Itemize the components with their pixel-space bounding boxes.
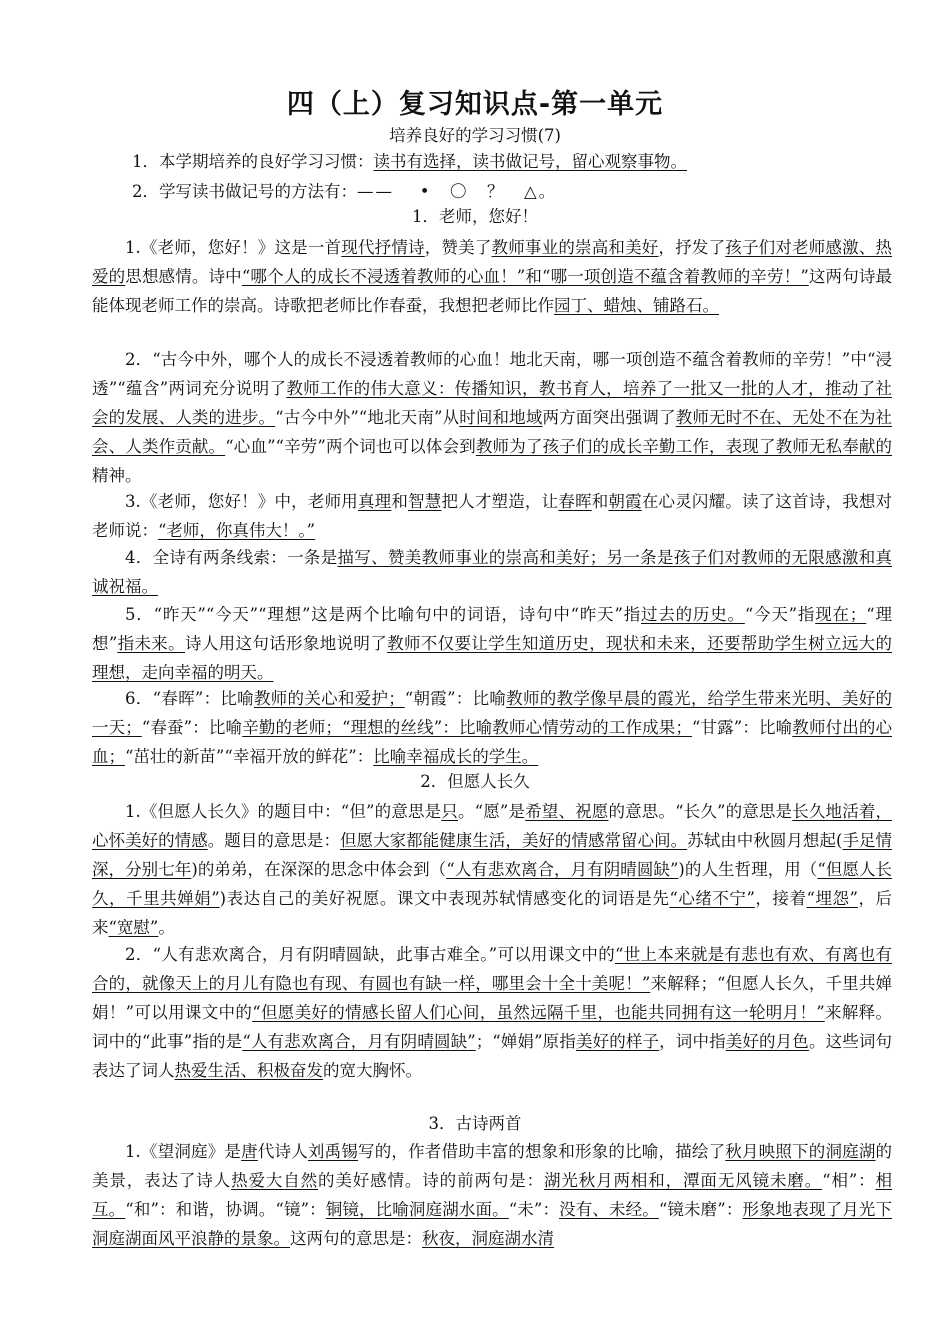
text-run: 和 — [391, 492, 409, 511]
lesson1-para-4 — [92, 543, 892, 601]
text-run: “甘露”：比喻 — [691, 718, 793, 737]
lesson1-para-2 — [92, 345, 892, 490]
underlined-answer: 形象地表现了月光下洞庭湖面风平浪静的景象。 — [92, 1200, 893, 1248]
underlined-answer: 朝霞 — [608, 492, 642, 511]
underlined-answer: 读书有选择，读书做记号，留心观察事物。 — [373, 152, 687, 171]
text-run: 把人才塑造，让 — [441, 492, 559, 511]
underlined-answer: 刘禹锡 — [307, 1142, 358, 1161]
underlined-answer: 园丁、蜡烛、铺路石。 — [554, 296, 719, 315]
underlined-answer: 只 — [441, 802, 458, 821]
text-run: 2．学写读书做记号的方法有： — [132, 182, 357, 201]
text-run: “春蚕”：比喻 — [141, 718, 243, 737]
text-run: “和”：和谐，协调。“镜”： — [125, 1200, 326, 1219]
underlined-answer: 现在； — [815, 605, 867, 624]
text-run: 1.《老师，您好！》这是一首 — [125, 238, 342, 257]
text-run: “今天”指 — [744, 605, 816, 624]
underlined-answer: 描写、赞美教师事业的崇高和美好；另一条是孩子们对教师的无限感激和真诚祝福。 — [92, 548, 893, 596]
underlined-answer: “但愿人长久，千里共婵娟” — [92, 860, 893, 908]
text-run: 4．全诗有两条线索：一条是 — [125, 548, 338, 567]
text-run: 1.《望洞庭》是 — [125, 1142, 242, 1161]
underlined-answer: 希望、祝愿 — [525, 802, 609, 821]
underlined-answer: 没有、未经。 — [559, 1200, 659, 1219]
underlined-answer: “世上本来就是有悲也有欢、有离也有合的，就像天上的月儿有隐也有现、有圆也有缺一样，哪里会十全十美呢！” — [92, 945, 892, 993]
text-run: ，词中指 — [659, 1032, 726, 1051]
lesson1-heading: 1．老师，您好！ — [412, 207, 538, 226]
text-run: 来解释。词中的“此事”指的是 — [92, 1003, 893, 1051]
underlined-answer: “哪个人的成长不浸透着教师的心血！”和“哪一项创造不蕴含着教师的辛劳！” — [241, 267, 809, 286]
underlined-answer: 美好的样子 — [575, 1032, 660, 1051]
underlined-answer: “但愿美好的情感长留人们心间，虽然远隔千里，也能共同拥有这一轮明月！” — [252, 1003, 825, 1022]
underlined-answer: 教师的教学像早晨的霞光，给学生带来光明、美好的一天； — [92, 689, 893, 737]
text-run: 的宽大胸怀。 — [323, 1061, 422, 1080]
underlined-answer: 长久地活着，心怀美好的情感 — [92, 802, 893, 850]
underlined-answer: 铜镜，比喻洞庭湖水面。 — [325, 1200, 509, 1219]
underlined-answer: 湖光秋月两相和，潭面无风镜未磨。 — [543, 1171, 823, 1190]
text-run: 。 — [538, 182, 556, 201]
text-run: 这两句诗最能体现老师工作的崇高。诗歌把老师比作春蚕，我想把老师比作 — [92, 267, 893, 315]
underlined-answer: 教师为了孩子们的成长辛勤工作，表现了教师无私奉献的 — [475, 437, 893, 456]
reading-marks: —— • 〇 ？ △ — [357, 182, 539, 201]
lesson2-para-1 — [92, 797, 892, 942]
text-run: 的美景，表达了诗人 — [92, 1142, 893, 1190]
text-run: ，赞美了 — [424, 238, 492, 257]
text-run: 。题目的意思是： — [207, 831, 340, 850]
text-run: 两方面突出强调了 — [542, 408, 676, 427]
habit-heading: 培养良好的学习习惯(7) — [389, 126, 561, 145]
lesson1-para-1 — [92, 233, 892, 320]
page-title: 四（上）复习知识点-第一单元 — [286, 89, 664, 120]
underlined-answer: 教师工作的伟大意义：传播知识，教书育人，培养了一批又一批的人才，推动了社会的发展、人类的进步。 — [92, 379, 892, 427]
lesson1-para-5 — [92, 600, 892, 687]
text-run: 6．“春晖”：比喻 — [125, 689, 254, 708]
text-run: ；“婵娟”原指 — [475, 1032, 576, 1051]
underlined-answer: 智慧 — [408, 492, 442, 511]
text-run: 和 — [591, 492, 609, 511]
underlined-answer: 教师无时不在、无处不在为社会、人类作贡献。 — [92, 408, 893, 456]
lesson3-heading: 3．古诗两首 — [428, 1114, 522, 1133]
text-run: “理想” — [92, 605, 893, 653]
text-run: ，抒发了 — [658, 238, 726, 257]
text-run: 代诗人 — [257, 1142, 308, 1161]
underlined-answer: 春晖 — [558, 492, 592, 511]
text-run: “朝霞”：比喻 — [404, 689, 507, 708]
text-run: 。“愿”是 — [457, 802, 526, 821]
underlined-answer: 孩子们对老师感激、热爱的 — [92, 238, 893, 286]
underlined-answer: “理想的丝线”：比喻教师心情劳动的工作成果； — [341, 718, 692, 737]
text-run: 诗人用这句话形象地说明了 — [185, 634, 388, 653]
text-run: 3.《老师，您好！》中，老师用 — [125, 492, 358, 511]
text-run: “镜未磨”： — [658, 1200, 743, 1219]
text-run: )的人生哲理，用（ — [678, 860, 818, 879]
habit-item-2 — [92, 177, 892, 206]
underlined-answer: 热爱大自然 — [231, 1171, 318, 1190]
text-run: 。 — [158, 918, 175, 937]
text-run: ，接着 — [754, 889, 807, 908]
text-run: 在心灵闪耀。读了这首诗，我想对老师说： — [92, 492, 893, 540]
text-run: 1．本学期培养的良好学习习惯： — [132, 152, 374, 171]
lesson2-para-2 — [92, 940, 892, 1085]
text-run: 来解释；“但愿人长久，千里共婵娟！”可以用课文中的 — [92, 974, 893, 1022]
underlined-answer: “人有悲欢离合，月有阴晴圆缺” — [242, 1032, 476, 1051]
underlined-answer: 相互。 — [92, 1171, 893, 1219]
underlined-answer: 秋月映照下的洞庭湖 — [725, 1142, 876, 1161]
underlined-answer: 教师付出的心血； — [92, 718, 893, 766]
text-run: 。这些词句表达了词人 — [92, 1032, 893, 1080]
text-run: 苏轼由中秋圆月想起( — [687, 831, 843, 850]
text-run: 写的，作者借助丰富的想象和形象的比喻，描绘了 — [358, 1142, 726, 1161]
lesson1-para-3 — [92, 487, 892, 545]
text-run: 5．“昨天”“今天”“理想”这是两个比喻句中的词语，诗句中“昨天”指 — [125, 605, 642, 624]
text-run: 这两句的意思是： — [290, 1229, 422, 1248]
lesson1-para-6 — [92, 684, 892, 771]
underlined-answer: 教师不仅要让学生知道历史，现状和未来，还要帮助学生树立远大的理想，走向幸福的明天。 — [92, 634, 893, 682]
underlined-answer: 比喻幸福成长的学生。 — [373, 747, 539, 766]
lesson2-heading: 2．但愿人长久 — [420, 772, 530, 791]
text-run: “茁壮的新苗”“幸福开放的鲜花”： — [125, 747, 374, 766]
underlined-answer: “老师，你真伟大！。” — [158, 521, 316, 540]
underlined-answer: 辛勤的老师； — [242, 718, 342, 737]
text-run: 的美好感情。诗的前两句是： — [318, 1171, 544, 1190]
underlined-answer: 指未来。 — [117, 634, 185, 653]
text-run: )表达自己的美好祝愿。课文中表现苏轼情感变化的词语是先 — [219, 889, 670, 908]
underlined-answer: 美好的月色 — [725, 1032, 809, 1051]
underlined-answer: “心绪不宁” — [669, 889, 755, 908]
underlined-answer: 热爱生活、积极奋发 — [174, 1061, 323, 1080]
text-run: “古今中外”“地北天南”从 — [275, 408, 460, 427]
underlined-answer: 过去的历史。 — [641, 605, 745, 624]
text-run: ，后来 — [92, 889, 893, 937]
underlined-answer: 唐 — [241, 1142, 258, 1161]
underlined-answer: 时间和地域 — [459, 408, 543, 427]
text-run: “相”： — [822, 1171, 876, 1190]
underlined-answer: 真理 — [357, 492, 392, 511]
text-run: 精神。 — [92, 466, 142, 485]
text-run: 2．“古今中外，哪个人的成长不浸透着教师的心血！地北天南，哪一项创造不蕴含着教师的辛劳！”中“浸透”“蕴含”两词充分说明了 — [92, 350, 892, 398]
text-run: 的意思。“长久”的意思是 — [608, 802, 793, 821]
text-run: “心血”“辛劳”两个词也可以体会到 — [225, 437, 476, 456]
text-run: 1.《但愿人长久》的题目中：“但”的意思是 — [125, 802, 442, 821]
underlined-answer: 现代抒情诗 — [341, 238, 425, 257]
underlined-answer: 教师事业的崇高和美好 — [491, 238, 659, 257]
underlined-answer: “埋怨” — [806, 889, 858, 908]
text-run: “未”： — [508, 1200, 560, 1219]
text-run: 思想感情。诗中 — [125, 267, 242, 286]
lesson3-para-1 — [92, 1137, 892, 1253]
habit-item-1 — [92, 147, 892, 176]
underlined-answer: 教师的关心和爱护； — [253, 689, 405, 708]
underlined-answer: “宽慰” — [108, 918, 159, 937]
underlined-answer: 手足情深，分别七年 — [92, 831, 893, 879]
underlined-answer: 但愿大家都能健康生活，美好的情感常留心间。 — [340, 831, 688, 850]
underlined-answer: “人有悲欢离合，月有阴晴圆缺” — [446, 860, 679, 879]
underlined-answer: 秋夜，洞庭湖水清 — [422, 1229, 554, 1248]
text-run: 2．“人有悲欢离合，月有阴晴圆缺，此事古难全。”可以用课文中的 — [125, 945, 615, 964]
text-run: )的弟弟，在深深的思念中体会到（ — [191, 860, 447, 879]
